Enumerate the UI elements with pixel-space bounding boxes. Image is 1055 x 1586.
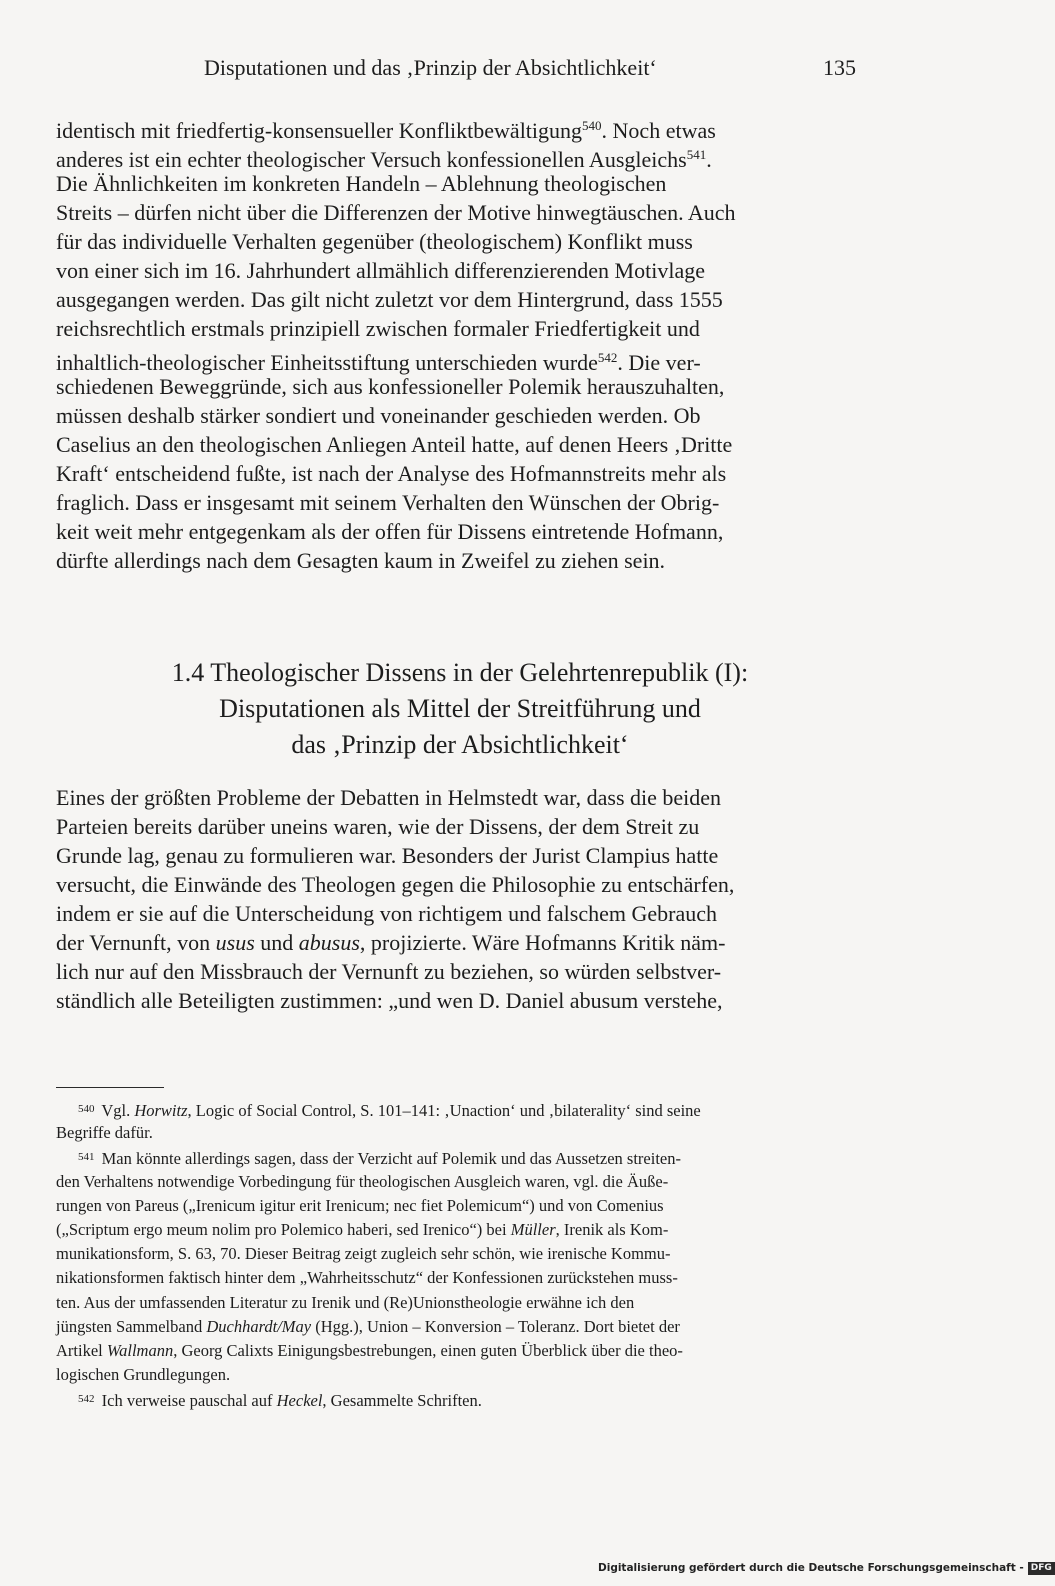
- footnote-line: $^{541}$ Man könnte allerdings sagen, dass der Verzicht auf Polemik und das Aussetzen streiten-: [78, 1149, 681, 1169]
- footnote-line: rungen von Pareus („Irenicum igitur erit Irenicum; nec fiet Polemicum“) und von Comenius: [56, 1195, 664, 1215]
- text-line: identisch mit friedfertig-konsensueller Konfliktbewältigung$^{540}$. Noch etwas: [56, 118, 716, 143]
- text-line: fraglich. Dass er insgesamt mit seinem Verhalten den Wünschen der Obrig-: [56, 490, 720, 515]
- text-line: dürfte allerdings nach dem Gesagten kaum in Zweifel zu ziehen sein.: [56, 548, 666, 573]
- text-line: lich nur auf den Missbrauch der Vernunft zu beziehen, so würden selbstver-: [56, 959, 722, 984]
- footnote-number: 542: [78, 1393, 95, 1406]
- digitization-credit: [598, 1557, 1052, 1579]
- credit-text: Digitalisierung gefördert durch die Deutsche Forschungsgemeinschaft -: [598, 1562, 1024, 1574]
- heading-line: 1.4 Theologischer Dissens in der Gelehrtenrepublik (I):: [171, 658, 749, 687]
- italic-term: abusus: [298, 930, 360, 955]
- text-line: anderes ist ein echter theologischer Versuch konfessionellen Ausgleichs$^{541}$.: [56, 147, 712, 172]
- footnote-line: munikationsform, S. 63, 70. Dieser Beitrag zeigt zugleich sehr schön, wie irenische Kommu-: [56, 1244, 671, 1264]
- running-title: Disputationen und das ‚Prinzip der Absichtlichkeit‘: [204, 55, 657, 80]
- text-line: schiedenen Beweggründe, sich aus konfessioneller Polemik herauszuhalten,: [56, 374, 725, 399]
- footnote-line: jüngsten Sammelband Duchhardt/May (Hgg.), Union – Konversion – Toleranz. Dort bietet der: [56, 1316, 680, 1336]
- text-line: Kraft‘ entscheidend fußte, ist nach der Analyse des Hofmannstreits mehr als: [56, 461, 727, 486]
- text-line: Die Ähnlichkeiten im konkreten Handeln – Ablehnung theologischen: [56, 171, 667, 196]
- dfg-logo: DFG: [1028, 1562, 1055, 1575]
- text-line: versucht, die Einwände des Theologen gegen die Philosophie zu entschärfen,: [56, 872, 735, 897]
- footnote-line: ten. Aus der umfassenden Literatur zu Irenik und (Re)Unionstheologie erwähne ich den: [56, 1292, 635, 1312]
- text-line: von einer sich im 16. Jahrhundert allmählich differenzierenden Motivlage: [56, 258, 705, 283]
- text-line: Caselius an den theologischen Anliegen Anteil hatte, auf denen Heers ‚Dritte: [56, 432, 733, 457]
- footnote-line: Artikel Wallmann, Georg Calixts Einigungsbestrebungen, einen guten Überblick über die theo-: [56, 1340, 683, 1360]
- text-line: der Vernunft, von usus und abusus, projizierte. Wäre Hofmanns Kritik näm-: [56, 930, 726, 955]
- footnote-line: $^{540}$ Vgl. Horwitz, Logic of Social Control, S. 101–141: ‚Unaction‘ und ‚bilaterality‘ sind seine: [78, 1101, 701, 1120]
- text-line: Streits – dürfen nicht über die Differenzen der Motive hinwegtäuschen. Auch: [56, 200, 736, 225]
- body-paragraph-1: [56, 111, 864, 575]
- text-line: müssen deshalb stärker sondiert und voneinander geschieden werden. Ob: [56, 403, 701, 428]
- footnote-line: nikationsformen faktisch hinter dem „Wahrheitsschutz“ der Konfessionen zurückstehen muss-: [56, 1268, 678, 1288]
- text-line: indem er sie auf die Unterscheidung von richtigem und falschem Gebrauch: [56, 901, 717, 926]
- page-number: 135: [823, 55, 856, 80]
- footnotes: [56, 1097, 864, 1411]
- footnote-ref-540: 540: [582, 118, 602, 133]
- footnote-line: Begriffe dafür.: [56, 1123, 153, 1143]
- footnote-number: 541: [78, 1151, 95, 1164]
- text-line: inhaltlich-theologischer Einheitsstiftung unterschieden wurde$^{542}$. Die ver-: [56, 350, 701, 375]
- footnote-separator: [56, 1087, 164, 1088]
- running-head: [56, 48, 864, 92]
- text-line: ständlich alle Beteiligten zustimmen: „und wen D. Daniel abusum verstehe,: [56, 988, 723, 1013]
- footnote-line: logischen Grundlegungen.: [56, 1365, 231, 1385]
- footnote-ref-541: 541: [686, 147, 707, 162]
- footnote-line: den Verhaltens notwendige Vorbedingung für theologischen Ausgleich waren, vgl. die Äuße-: [56, 1171, 669, 1191]
- section-heading: [56, 655, 864, 763]
- text-line: ausgegangen werden. Das gilt nicht zuletzt vor dem Hintergrund, dass 1555: [56, 287, 723, 312]
- footnote-541: [56, 1145, 864, 1387]
- text-line: Parteien bereits darüber uneins waren, wie der Dissens, der dem Streit zu: [56, 814, 700, 839]
- italic-term: usus: [215, 930, 255, 955]
- text-line: Grunde lag, genau zu formulieren war. Besonders der Jurist Clampius hatte: [56, 843, 719, 868]
- footnote-ref-542: 542: [597, 350, 618, 365]
- footnote-542: [56, 1387, 864, 1411]
- footnote-number: 540: [78, 1103, 95, 1115]
- footnote-line: („Scriptum ergo meum nolim pro Polemico haberi, sed Irenico“) bei Müller, Irenik als Kom-: [56, 1219, 669, 1239]
- text-line: keit weit mehr entgegenkam als der offen für Dissens eintretende Hofmann,: [56, 519, 724, 544]
- text-line: reichsrechtlich erstmals prinzipiell zwischen formaler Friedfertigkeit und: [56, 316, 700, 341]
- body-paragraph-2: [56, 783, 864, 1015]
- heading-line: das ‚Prinzip der Absichtlichkeit‘: [291, 730, 629, 759]
- footnote-line: $^{542}$ Ich verweise pauschal auf Heckel, Gesammelte Schriften.: [78, 1391, 482, 1411]
- section-number: 1.4: [171, 658, 205, 687]
- heading-line: Disputationen als Mittel der Streitführung und: [219, 694, 701, 723]
- text-line: für das individuelle Verhalten gegenüber (theologischem) Konflikt muss: [56, 229, 693, 254]
- text-line: Eines der größten Probleme der Debatten in Helmstedt war, dass die beiden: [56, 785, 722, 810]
- footnote-540: [56, 1097, 864, 1145]
